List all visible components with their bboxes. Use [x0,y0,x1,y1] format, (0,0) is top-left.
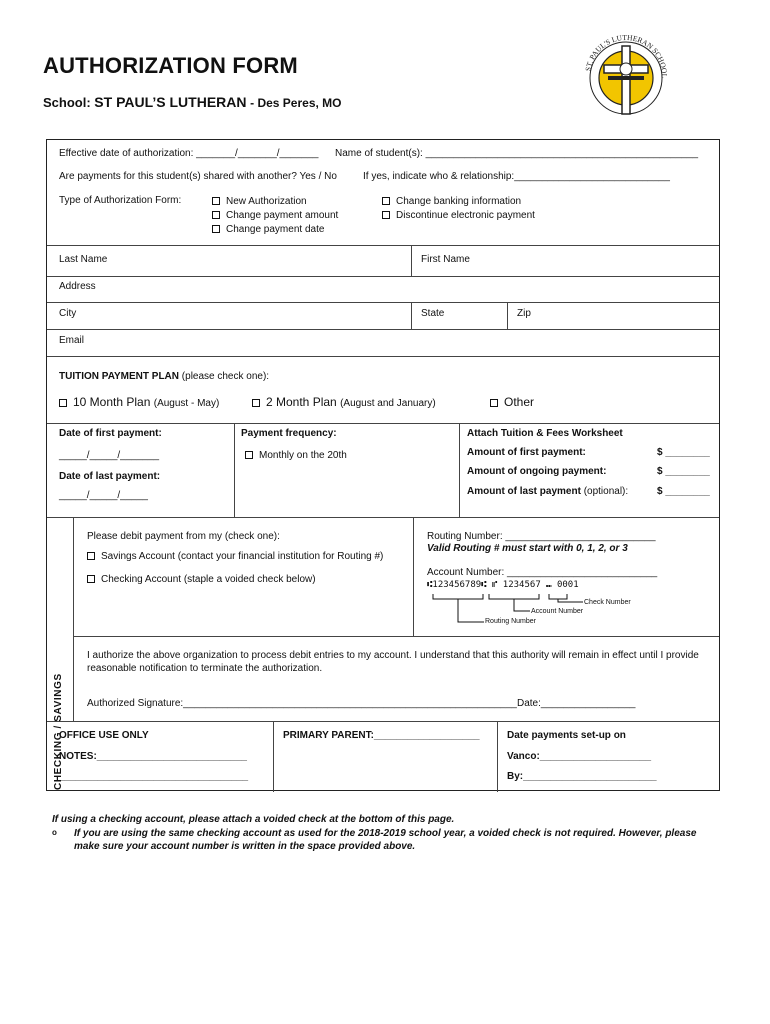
routing-number-field[interactable]: Routing Number: ___________________________ [427,531,656,542]
first-payment-date-field[interactable]: _____/_____/_______ [59,450,160,461]
plan-2-month[interactable]: 2 Month Plan (August and January) [252,395,436,409]
vanco-field[interactable]: Vanco:____________________ [507,751,652,762]
authorization-statement-1: I authorize the above organization to process debit entries to my account. I understand that this authority will remain in effect until I provide [87,650,699,661]
footer-note-1: If using a checking account, please attach a voided check at the bottom of this page. [52,814,455,825]
amount-ongoing-label: Amount of ongoing payment: [467,466,607,477]
checkbox[interactable] [212,197,220,205]
form-title: AUTHORIZATION FORM [43,53,298,78]
checkbox[interactable] [382,211,390,219]
routing-number-label: Routing Number [485,618,536,625]
school-city: - Des Peres, MO [250,96,342,110]
option-change-payment-date[interactable]: Change payment date [212,224,324,235]
email-field[interactable]: Email [59,335,85,346]
plan-other[interactable]: Other [490,395,534,409]
footer-bullet: o [52,828,57,837]
checkbox[interactable] [490,399,498,407]
office-use-heading: OFFICE USE ONLY [59,730,149,741]
school-line [43,94,342,110]
account-number-label: Account Number [531,608,584,615]
checking-option[interactable]: Checking Account (staple a voided check below) [87,574,316,585]
account-number-field[interactable]: Account Number: ___________________________ [427,567,658,578]
last-name-field[interactable]: Last Name [59,254,108,265]
checkbox[interactable] [245,451,253,459]
school-name: ST PAUL’S LUTHERAN [94,94,247,110]
signature-field[interactable]: Authorized Signature:____________________________________________________________ [87,698,517,709]
footer-note-2: If you are using the same checking account as used for the 2018-2019 school year, a voided check is not required. However, please [74,828,697,839]
plan-10-month[interactable]: 10 Month Plan (August - May) [59,395,219,409]
checkbox[interactable] [382,197,390,205]
amount-first-label: Amount of first payment: [467,447,586,458]
relationship-field[interactable]: If yes, indicate who & relationship:____________________________ [363,171,670,182]
checkbox[interactable] [212,225,220,233]
address-field[interactable]: Address [59,281,96,292]
checkbox[interactable] [252,399,260,407]
frequency-label: Payment frequency: [241,428,337,439]
footer-note-3: make sure your account number is written in the space provided above. [74,841,416,852]
checkbox[interactable] [212,211,220,219]
checkbox[interactable] [59,399,67,407]
savings-option[interactable]: Savings Account (contact your financial institution for Routing #) [87,551,383,562]
first-name-field[interactable]: First Name [421,254,470,265]
amount-ongoing-field[interactable]: $ ________ [657,466,710,477]
checking-savings-label: CHECKING / SAVINGS [53,673,64,790]
student-names-field[interactable]: Name of student(s): _________________________________________________ [335,148,699,159]
frequency-monthly[interactable]: Monthly on the 20th [245,450,347,461]
check-number-label: Check Number [584,599,631,606]
routing-note: Valid Routing # must start with 0, 1, 2, or 3 [427,543,628,554]
state-field[interactable]: State [421,308,445,319]
option-change-payment-amount[interactable]: Change payment amount [212,210,338,221]
amount-last-label: Amount of last payment (optional): [467,486,629,497]
tuition-heading: TUITION PAYMENT PLAN (please check one): [59,371,270,382]
checkbox[interactable] [87,552,95,560]
shared-payments-question[interactable]: Are payments for this student(s) shared with another? Yes / No [59,171,337,182]
debit-label: Please debit payment from my (check one): [87,531,280,542]
authorization-statement-2: reasonable notification to terminate the authorization. [87,663,323,674]
primary-parent-field[interactable]: PRIMARY PARENT:___________________ [283,730,480,741]
last-payment-date-field[interactable]: _____/_____/_____ [59,490,148,501]
amount-first-field[interactable]: $ ________ [657,447,710,458]
notes-field[interactable]: NOTES:___________________________ [59,751,247,762]
date-setup-label: Date payments set-up on [507,730,626,741]
notes-line[interactable]: __________________________________ [59,771,249,782]
authorization-form [46,139,720,791]
option-change-banking[interactable]: Change banking information [382,196,521,207]
amount-last-field[interactable]: $ ________ [657,486,710,497]
worksheet-label: Attach Tuition & Fees Worksheet [467,428,623,439]
school-label: School: [43,95,91,110]
signature-date-field[interactable]: Date:_________________ [517,698,636,709]
school-logo [578,20,674,120]
last-payment-label: Date of last payment: [59,471,161,482]
svg-text:ST. PAUL'S LUTHERAN SCHOOL: ST. PAUL'S LUTHERAN SCHOOL [583,32,670,79]
city-field[interactable]: City [59,308,77,319]
micr-line: ⑆123456789⑆ ⑈ 1234567 ⑉ 0001 [427,580,579,590]
type-label: Type of Authorization Form: [59,195,182,206]
effective-date-field[interactable]: Effective date of authorization: _______/_______/_______ [59,148,319,159]
option-new-authorization[interactable]: New Authorization [212,196,307,207]
option-discontinue[interactable]: Discontinue electronic payment [382,210,535,221]
by-field[interactable]: By:________________________ [507,771,657,782]
zip-field[interactable]: Zip [517,308,531,319]
first-payment-label: Date of first payment: [59,428,162,439]
checkbox[interactable] [87,575,95,583]
